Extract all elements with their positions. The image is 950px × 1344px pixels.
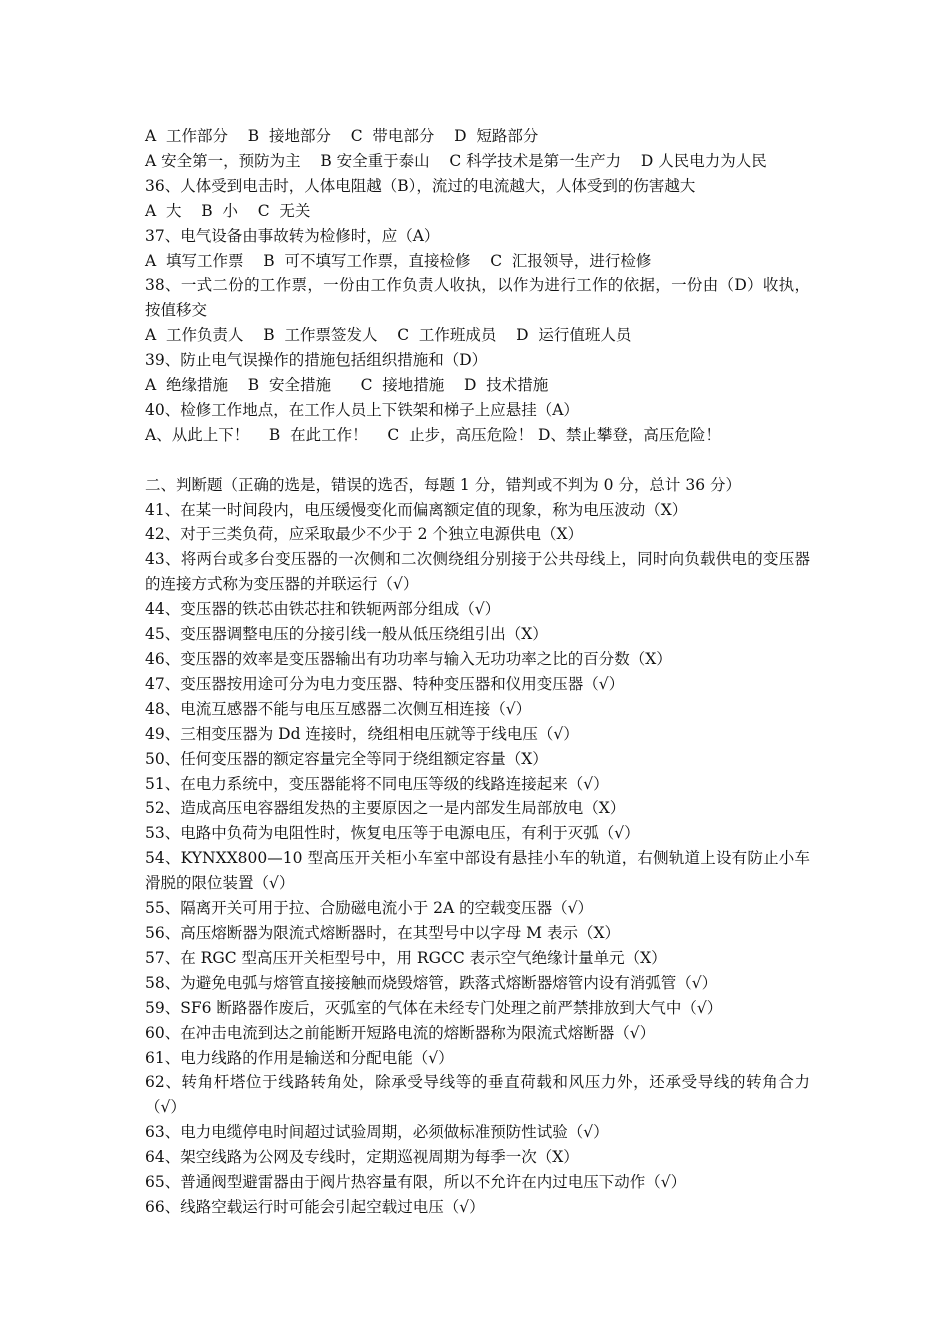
question-52: 52、造成高压电容器组发热的主要原因之一是内部发生局部放电（X）	[145, 799, 626, 818]
option-line-35a: A 工作部分 B 接地部分 C 带电部分 D 短路部分	[145, 127, 539, 145]
question-63: 63、电力电缆停电时间超过试验周期，必须做标准预防性试验（√）	[145, 1123, 609, 1142]
question-39: 39、防止电气误操作的措施包括组织措施和（D）	[145, 351, 488, 370]
question-61: 61、电力线路的作用是输送和分配电能（√）	[145, 1048, 454, 1067]
question-56: 56、高压熔断器为限流式熔断器时，在其型号中以字母 M 表示（X）	[145, 923, 620, 942]
question-41: 41、在某一时间段内，电压缓慢变化而偏离额定值的现象，称为电压波动（X）	[145, 500, 688, 519]
question-64: 64、架空线路为公网及专线时，定期巡视周期为每季一次（X）	[145, 1148, 579, 1167]
question-65: 65、普通阀型避雷器由于阀片热容量有限，所以不允许在内过电压下动作（√）	[145, 1173, 687, 1192]
question-40: 40、检修工作地点，在工作人员上下铁架和梯子上应悬挂（A）	[145, 400, 579, 419]
question-43: 43、将两台或多台变压器的一次侧和二次侧绕组分别接于公共母线上，同时向负载供电的变压器的连接方式称为变压器的并联运行（√）	[145, 550, 810, 594]
question-51: 51、在电力系统中，变压器能将不同电压等级的线路连接起来（√）	[145, 774, 609, 793]
options-40: A、从此上下！ B 在此工作！ C 止步，高压危险！ D、禁止攀登，高压危险！	[145, 425, 721, 444]
question-53: 53、电路中负荷为电阻性时，恢复电压等于电源电压，有利于灭弧（√）	[145, 824, 640, 843]
question-54: 54、KYNXX800—10 型高压开关柜小车室中部设有悬挂小车的轨道，右侧轨道上设有防止小车滑脱的限位装置（√）	[145, 849, 810, 893]
question-57: 57、在 RGC 型高压开关柜型号中，用 RGCC 表示空气绝缘计量单元（X）	[145, 948, 667, 967]
document-body	[145, 124, 810, 1220]
question-62: 62、转角杆塔位于线路转角处，除承受导线等的垂直荷载和风压力外，还承受导线的转角合力（√）	[145, 1073, 810, 1117]
option-line-35b: A 安全第一，预防为主 B 安全重于泰山 C 科学技术是第一生产力 D 人民电力为人民	[145, 151, 767, 170]
options-38: A 工作负责人 B 工作票签发人 C 工作班成员 D 运行值班人员	[145, 326, 632, 345]
question-55: 55、隔离开关可用于拉、合励磁电流小于 2A 的空载变压器（√）	[145, 899, 594, 918]
question-66: 66、线路空载运行时可能会引起空载过电压（√）	[145, 1197, 485, 1216]
question-46: 46、变压器的效率是变压器输出有功功率与输入无功功率之比的百分数（X）	[145, 650, 672, 669]
options-39: A 绝缘措施 B 安全措施 C 接地措施 D 技术措施	[145, 376, 549, 395]
question-44: 44、变压器的铁芯由铁芯拄和铁轭两部分组成（√）	[145, 600, 501, 619]
question-37: 37、电气设备由事故转为检修时，应（A）	[145, 226, 440, 245]
blank-line	[145, 448, 810, 473]
section-heading-judgement: 二、判断题（正确的选是，错误的选否，每题 1 分，错判或不判为 0 分，总计 36 分）	[145, 475, 742, 494]
question-58: 58、为避免电弧与熔管直接接触而烧毁熔管，跌落式熔断器熔管内设有消弧管（√）	[145, 973, 718, 992]
question-48: 48、电流互感器不能与电压互感器二次侧互相连接（√）	[145, 699, 532, 718]
question-42: 42、对于三类负荷，应采取最少不少于 2 个独立电源供电（X）	[145, 525, 583, 544]
question-36: 36、人体受到电击时，人体电阻越（B），流过的电流越大，人体受到的伤害越大	[145, 176, 696, 195]
options-37: A 填写工作票 B 可不填写工作票，直接检修 C 汇报领导，进行检修	[145, 251, 652, 270]
question-47: 47、变压器按用途可分为电力变压器、特种变压器和仪用变压器（√）	[145, 674, 625, 693]
question-50: 50、任何变压器的额定容量完全等同于绕组额定容量（X）	[145, 749, 548, 768]
options-36: A 大 B 小 C 无关	[145, 201, 311, 220]
question-59: 59、SF6 断路器作废后，灭弧室的气体在未经专门处理之前严禁排放到大气中（√）	[145, 998, 723, 1017]
question-38: 38、一式二份的工作票，一份由工作负责人收执，以作为进行工作的依据，一份由（D）收执，按值移交	[145, 276, 810, 320]
question-45: 45、变压器调整电压的分接引线一般从低压绕组引出（X）	[145, 625, 548, 644]
question-49: 49、三相变压器为 Dd 连接时，绕组相电压就等于线电压（√）	[145, 724, 579, 743]
question-60: 60、在冲击电流到达之前能断开短路电流的熔断器称为限流式熔断器（√）	[145, 1023, 656, 1042]
